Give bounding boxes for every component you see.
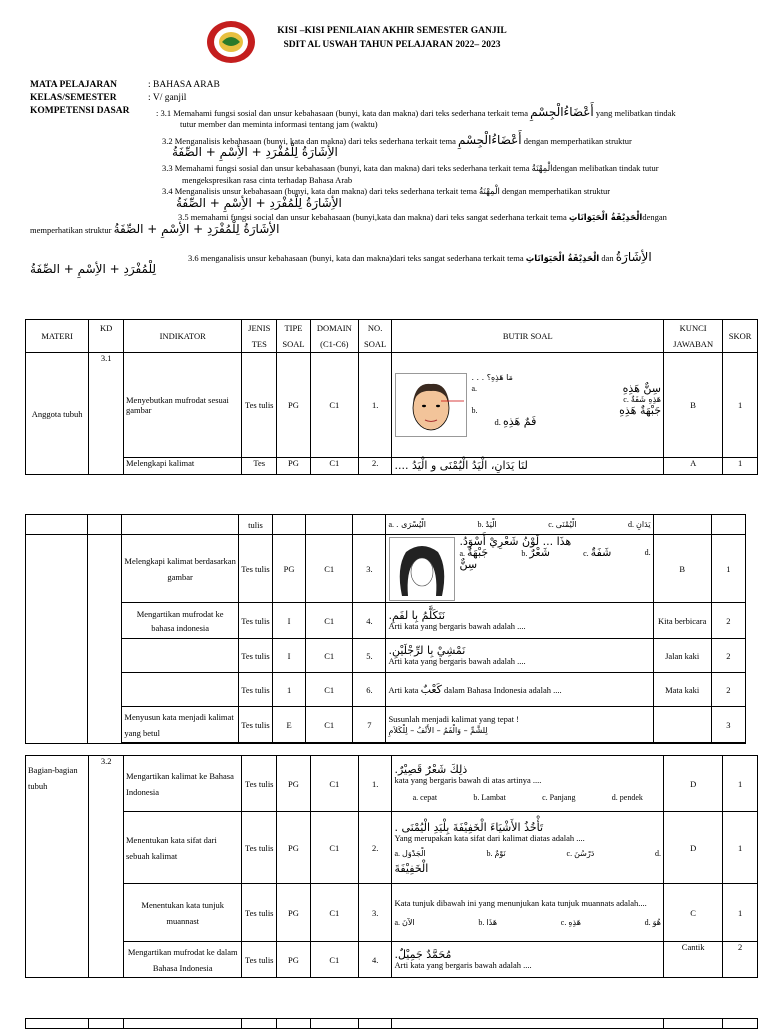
table-row: Mengartikan mufrodat ke bahasa indonesia Tes tulis I C1 4. نَتَكَلَّمُ بِا لفَمِ. Arti kata yang bergaris bawah adalah .... Kita berbicara 2 <box>26 603 746 639</box>
table-row: Melengkapi kalimat berdasarkan gambar Tes tulis PG C1 3. هذَا ... لَوْنُ شَعْرِيْ أَسْوَدُ. a. جَبْهَةٌ b. شَعْرٌ c. شَفَةٌ d. سِنٌّ B 1 <box>26 535 746 603</box>
kd-3-5-cont: memperhatikan struktur الأِشَارَةُ لِلْمُفْرَدِ + الأِسْمِ + الصِّفَةُ <box>30 222 280 236</box>
table-row: Anggota tubuh 3.1 Menyebutkan mufrodat sesuai gambar Tes tulis PG C1 1. مَا هَذِهِ؟ . . . a. سِنٌّ هَذِهِ c. هَذِهِ شَفَةٌ b. جَبْهَةٌ هَذِهِ d. فَمٌ هَذِهِ B 1 <box>26 353 758 458</box>
document-title: KISI –KISI PENILAIAN AKHIR SEMESTER GANJIL SDIT AL USWAH TAHUN PELAJARAN 2022– 2023 <box>277 26 507 50</box>
school-logo-icon <box>206 20 256 64</box>
table-row: Mengartikan mufrodat ke dalam Bahasa Indonesia Tes tulis PG C1 4. مُحَمَّدٌ جَمِيْلٌ. Arti kata yang bergaris bawah adalah .... Cantik 2 <box>26 942 758 978</box>
kd-3-4: 3.4 Menganalisis unsur kebahasaan (bunyi, kata dan makna) dari teks sederhana terkait tema الْمِهْنَةُ dengan memperhatikan struktur الأِشَارَةُ لِلْمُفْرَدِ + الأِسْمِ + الصِّفَةُ <box>162 186 611 210</box>
subject-info: MATA PELAJARAN : BAHASA ARAB KELAS/SEMESTER : V/ ganjil KOMPETENSI DASAR <box>30 80 220 116</box>
table-row: Tes tulis I C1 5. نَمْشِيْ بِا لرِّجْلَيْنِ. Arti kata yang bergaris bawah adalah .... Jalan kaki 2 <box>26 639 746 673</box>
kisi-table-3 <box>25 755 758 978</box>
kisi-table-2 <box>25 514 746 744</box>
table-row: Menentukan kata sifat dari sebuah kalimat Tes tulis PG C1 2. تَأْخُذُ الأَشْيَاءَ الْخَفِيْفَةَ بِلْيَدِ الْيُمْنَى . Yang merupakan kata sifat dari kalimat diatas adalah .... a. الْجَدْوَل b. نَوْمٌ c. دَرْسُنَ d. الْخَفِيْفَةَ D 1 <box>26 812 758 884</box>
hair-image <box>389 537 455 601</box>
table-row: Menyusun kata menjadi kalimat yang betul Tes tulis E C1 7 Susunlah menjadi kalimat yang tepat ! لِلشَّمِّ – وَالْفَمُ – الأَنْفُ – لِلْكَلاَمِ 3 <box>26 707 746 743</box>
table-header-row: MATERI KD INDIKATOR JENIS TES TIPE SOAL DOMAIN (C1-C6) NO. SOAL BUTIR SOAL KUNCI JAWABAN SKOR <box>26 320 758 353</box>
document-header <box>0 18 768 68</box>
question-3: هذَا ... لَوْنُ شَعْرِيْ أَسْوَدُ. a. جَبْهَةٌ b. شَعْرٌ c. شَفَةٌ d. سِنٌّ <box>386 535 653 603</box>
table-row: Bagian-bagian tubuh 3.2 Mengartikan kalimat ke Bahasa Indonesia Tes tulis PG C1 1. ذلِكَ شَعْرٌ قَصِيْرٌ. kata yang bergaris bawah di atas artinya .... a. cepat b. Lambat c. Panjang d. pendek D 1 <box>26 756 758 812</box>
kisi-table-1 <box>25 319 758 475</box>
kd-3-6: 3.6 menganalisis unsur kebahasaan (bunyi, kata dan makna)dari teks sangat sederhana terkait tema الْحَدِيْقَةُ الْحَيَوَانَاتِ dan الأِشَارَةُ <box>188 250 652 264</box>
table-row: Melengkapi kalimat Tes PG C1 2. لنَا يَدَانِ، الْيَدُ الْيُمْنَى و الْيَدُ .... A 1 <box>26 458 758 475</box>
face-image <box>395 373 467 437</box>
table-row: Tes tulis 1 C1 6. Arti kata كَعْبٌ dalam Bahasa Indonesia adalah .... Mata kaki 2 <box>26 673 746 707</box>
kd-3-2: 3.2 Menganalisis kebahasaan (bunyi, kata dan makna) dari teks sederhana terkait tema أَعْضَاءُالْجِسْمِ dengan memperhatikan struktur الأِشَارَةُ لِلْمُفْرَدِ + الأِسْمِ + الصِّفَةُ <box>162 133 632 159</box>
table-row: Menentukan kata tunjuk muannast Tes tulis PG C1 3. Kata tunjuk dibawah ini yang menunjukan kata tunjuk muannats adalah.... a. الآنَ b. هَذَا c. هَذِهِ d. هُوَ C 1 <box>26 884 758 942</box>
kd-3-5: 3.5 memahami fungsi social dan unsur kebahasaan (bunyi,kata dan makna) dari teks sangat sederhana terkait tema الْحَدِيْقَةُ الْحَيَوَانَاتِdengan <box>178 212 667 223</box>
table-row: tulis a. الْيُسْرَى . b. الْيَدُ c. الْيُمْنَى d. يَدَانِ <box>26 515 746 535</box>
kd-3-3: 3.3 Memahami fungsi sosial dan unsur kebahasaan (bunyi, kata dan makna) dari teks sederhana terkait tema الْمِهْنَةُdengan melibatkan tindak tutur mengekspresikan rasa cinta terhadap Bahasa Arab <box>162 163 659 185</box>
kd-3-1: : 3.1 Memahami fungsi sosial dan unsur kebahasaan (bunyi, kata dan makna) dari teks sederhana terkait tema أَعْضَاءُالْجِسْمِ yang melibatkan tindak tutur member dan meminta informasi tentang jam (waktu) <box>156 105 676 129</box>
question-1: مَا هَذِهِ؟ . . . a. سِنٌّ هَذِهِ c. هَذِهِ شَفَةٌ b. جَبْهَةٌ هَذِهِ d. فَمٌ هَذِهِ <box>392 353 664 458</box>
kd-3-6-cont: لِلْمُفْرَدِ + الأِسْمِ + الصِّفَةُ <box>30 262 157 276</box>
